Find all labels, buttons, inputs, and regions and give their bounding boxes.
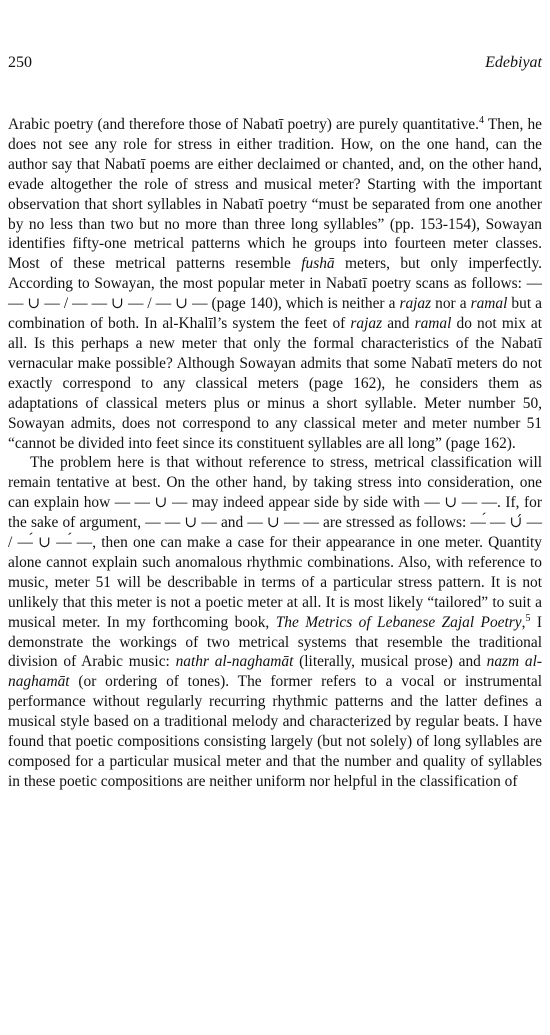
running-head: Edebiyat bbox=[485, 54, 542, 71]
italic-term: The Metrics of Lebanese Zajal Poetry bbox=[275, 613, 522, 631]
text-run: Then, he does not see any role for stress in either tradition. How, on the one hand, can the author say that Nabatī poems are either declaimed or chanted, and, on the other hand, evade altogether the role of stress and musical meter? Starting with the important observation that short syllables in Nabatī poetry “must be separated from one another by no less than two but no more than three long syllables” (pp. 153-154), Sowayan identifies fifty-one metrical patterns which he groups into fourteen meter classes. Most of these metrical patterns resemble bbox=[8, 116, 542, 273]
text-run: meters, but only imperfectly. According to Sowayan, the most popular meter in Nabatī poetry scans as follows: — — ∪ — / — — ∪ — / — ∪ — (page 140), which is neither a bbox=[8, 255, 542, 313]
text-run: I demonstrate the workings of two metrical systems that resemble the traditional division of Arabic music: bbox=[8, 613, 542, 671]
text-run: Arabic poetry (and therefore those of Nabatī poetry) are purely quantitative. bbox=[8, 116, 479, 133]
text-run: nor a bbox=[431, 295, 471, 313]
paragraph bbox=[8, 453, 542, 791]
italic-term: rajaz bbox=[350, 315, 383, 333]
body-text bbox=[8, 115, 542, 792]
text-run: do not mix at all. Is this perhaps a new meter that only the formal characteristics of the Nabatī vernacular make possible? Although Sowayan admits that some Nabatī meters do not exactly correspond to any classical meters (page 162), he considers them as adaptations of classical meters plus or minus a short syllable. Meter number 50, Sowayan admits, does not correspond to any classical meter and meter number 51 “cannot be divided into feet since its constituent syllables are all long” (page 162). bbox=[8, 315, 543, 452]
text-run: (literally, musical prose) and bbox=[293, 653, 487, 671]
italic-term: nazm al-naghamāt bbox=[8, 653, 543, 691]
text-run: and bbox=[382, 315, 415, 333]
italic-term: ramal bbox=[470, 295, 508, 313]
text-run: The problem here is that without reference to stress, metrical classification will remain tentative at best. On the other hand, by taking stress into consideration, one can explain how — — ∪ — may indeed appear side by side with — ∪ — —. If, for the sake of argument, — — ∪ — and — ∪ — — are stressed as follows: —́ — ∪́ — / —́ ∪ —́ —, then one can make a case for their appearance in one meter. Quantity alone cannot explain such anomalous rhythmic combinations. Also, with reference to music, meter 51 will be describable in terms of a particular stress pattern. It is not unlikely that this meter is not a poetic meter at all. It is most likely “tailored” to suit a musical meter. In my forthcoming book, bbox=[8, 454, 542, 631]
text-run: (or ordering of tones). The former refers to a vocal or instrumental performance without regularly recurring rhythmic patterns and the latter defines a musical style based on a traditional melody and characterized by regular beats. I have found that poetic compositions consisting largely (but not solely) of long syllables are composed for a particular musical meter and that the number and quality of syllables in these poetic compositions are neither uniform nor helpful in the classification of bbox=[8, 673, 542, 790]
italic-term: nathr al-naghamāt bbox=[175, 653, 294, 671]
footnote-reference: 5 bbox=[525, 612, 531, 624]
italic-term: fushā bbox=[301, 255, 335, 273]
footnote-reference: 4 bbox=[478, 114, 484, 126]
text-run: but a combination of both. In al-Khalīl’s system the feet of bbox=[8, 295, 542, 333]
text-run: , bbox=[521, 613, 526, 631]
paragraph bbox=[8, 115, 542, 453]
italic-term: rajaz bbox=[399, 295, 432, 313]
italic-term: ramal bbox=[414, 315, 452, 333]
page-number: 250 bbox=[8, 54, 32, 71]
